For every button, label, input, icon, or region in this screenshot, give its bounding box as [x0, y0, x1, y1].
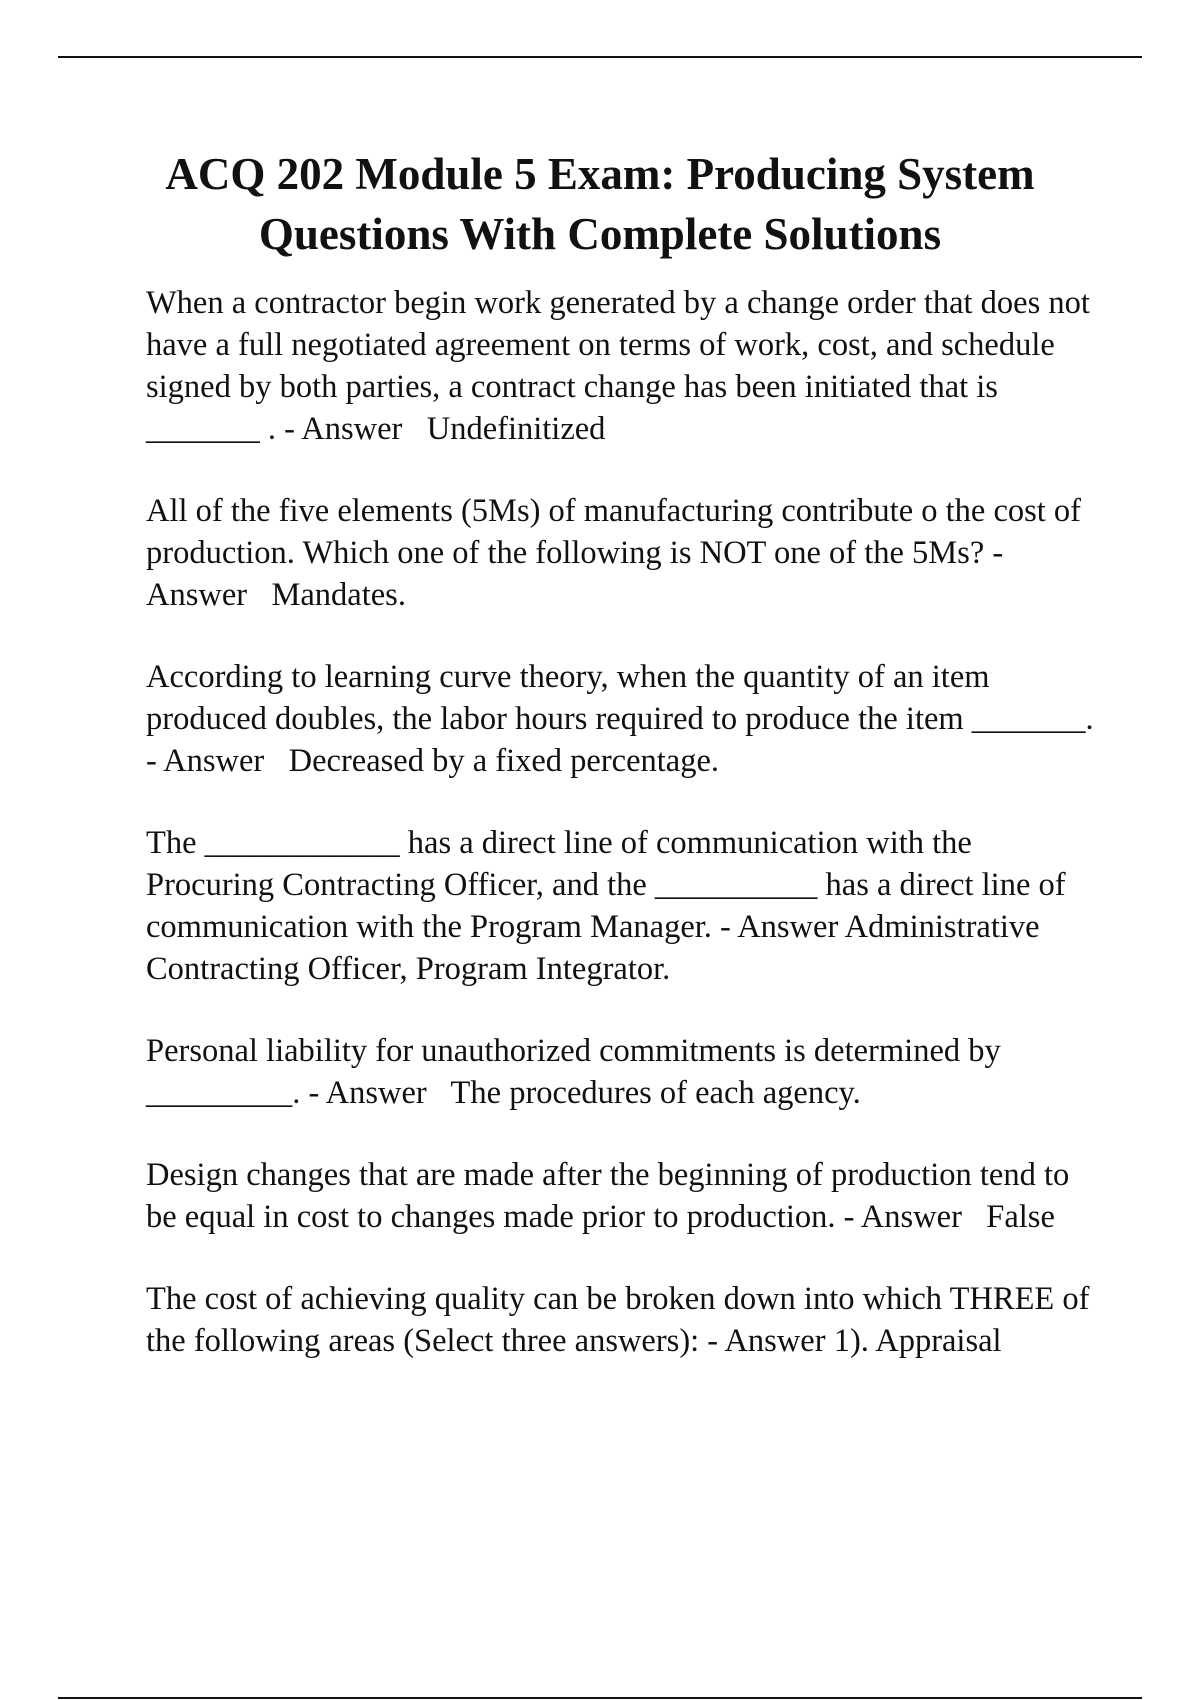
question-text: Personal liability for unauthorized commitments is determined by _________. - Answer [146, 1033, 1009, 1111]
qa-item [146, 1154, 1106, 1238]
question-text: When a contractor begin work generated by a change order that does not have a full negotiated agreement on terms of work, cost, and schedule signed by both parties, a contract change has been initiated that is _______ . - Answer [146, 285, 1099, 447]
qa-list [146, 282, 1106, 1402]
answer-text: The procedures of each agency. [450, 1075, 861, 1111]
footer-rule [58, 1697, 1142, 1699]
qa-item [146, 490, 1106, 616]
question-text: Design changes that are made after the beginning of production tend to be equal in cost to changes made prior to production. - Answer [146, 1157, 1078, 1235]
answer-text: Undefinitized [426, 411, 606, 447]
qa-item [146, 822, 1106, 990]
page-title [80, 144, 1120, 264]
question-text: The cost of achieving quality can be broken down into which THREE of the following areas (Select three answers): - Answer [146, 1281, 1098, 1359]
answer-text: 1). Appraisal [833, 1323, 1002, 1359]
qa-item [146, 656, 1106, 782]
qa-item [146, 282, 1106, 450]
answer-text: False [986, 1199, 1055, 1235]
qa-item [146, 1030, 1106, 1114]
answer-text: Administrative Contracting Officer, Program Integrator. [146, 909, 1048, 987]
question-text: All of the five elements (5Ms) of manufacturing contribute o the cost of production. Which one of the following is NOT one of the 5Ms? - Answer [146, 493, 1090, 613]
answer-text: Decreased by a fixed percentage. [288, 743, 719, 779]
title-line-2: Questions With Complete Solutions [258, 209, 942, 259]
title-line-1: ACQ 202 Module 5 Exam: Producing System [165, 149, 1035, 199]
qa-item [146, 1278, 1106, 1362]
question-text: According to learning curve theory, when the quantity of an item produced doubles, the labor hours required to produce the item _______. - Answer [146, 659, 1102, 779]
answer-text: Mandates. [271, 577, 406, 613]
header-rule [58, 56, 1142, 58]
question-text: The ____________ has a direct line of communication with the Procuring Contracting Officer, and the __________ has a direct line of communication with the Program Manager. - Answer [146, 825, 1074, 945]
